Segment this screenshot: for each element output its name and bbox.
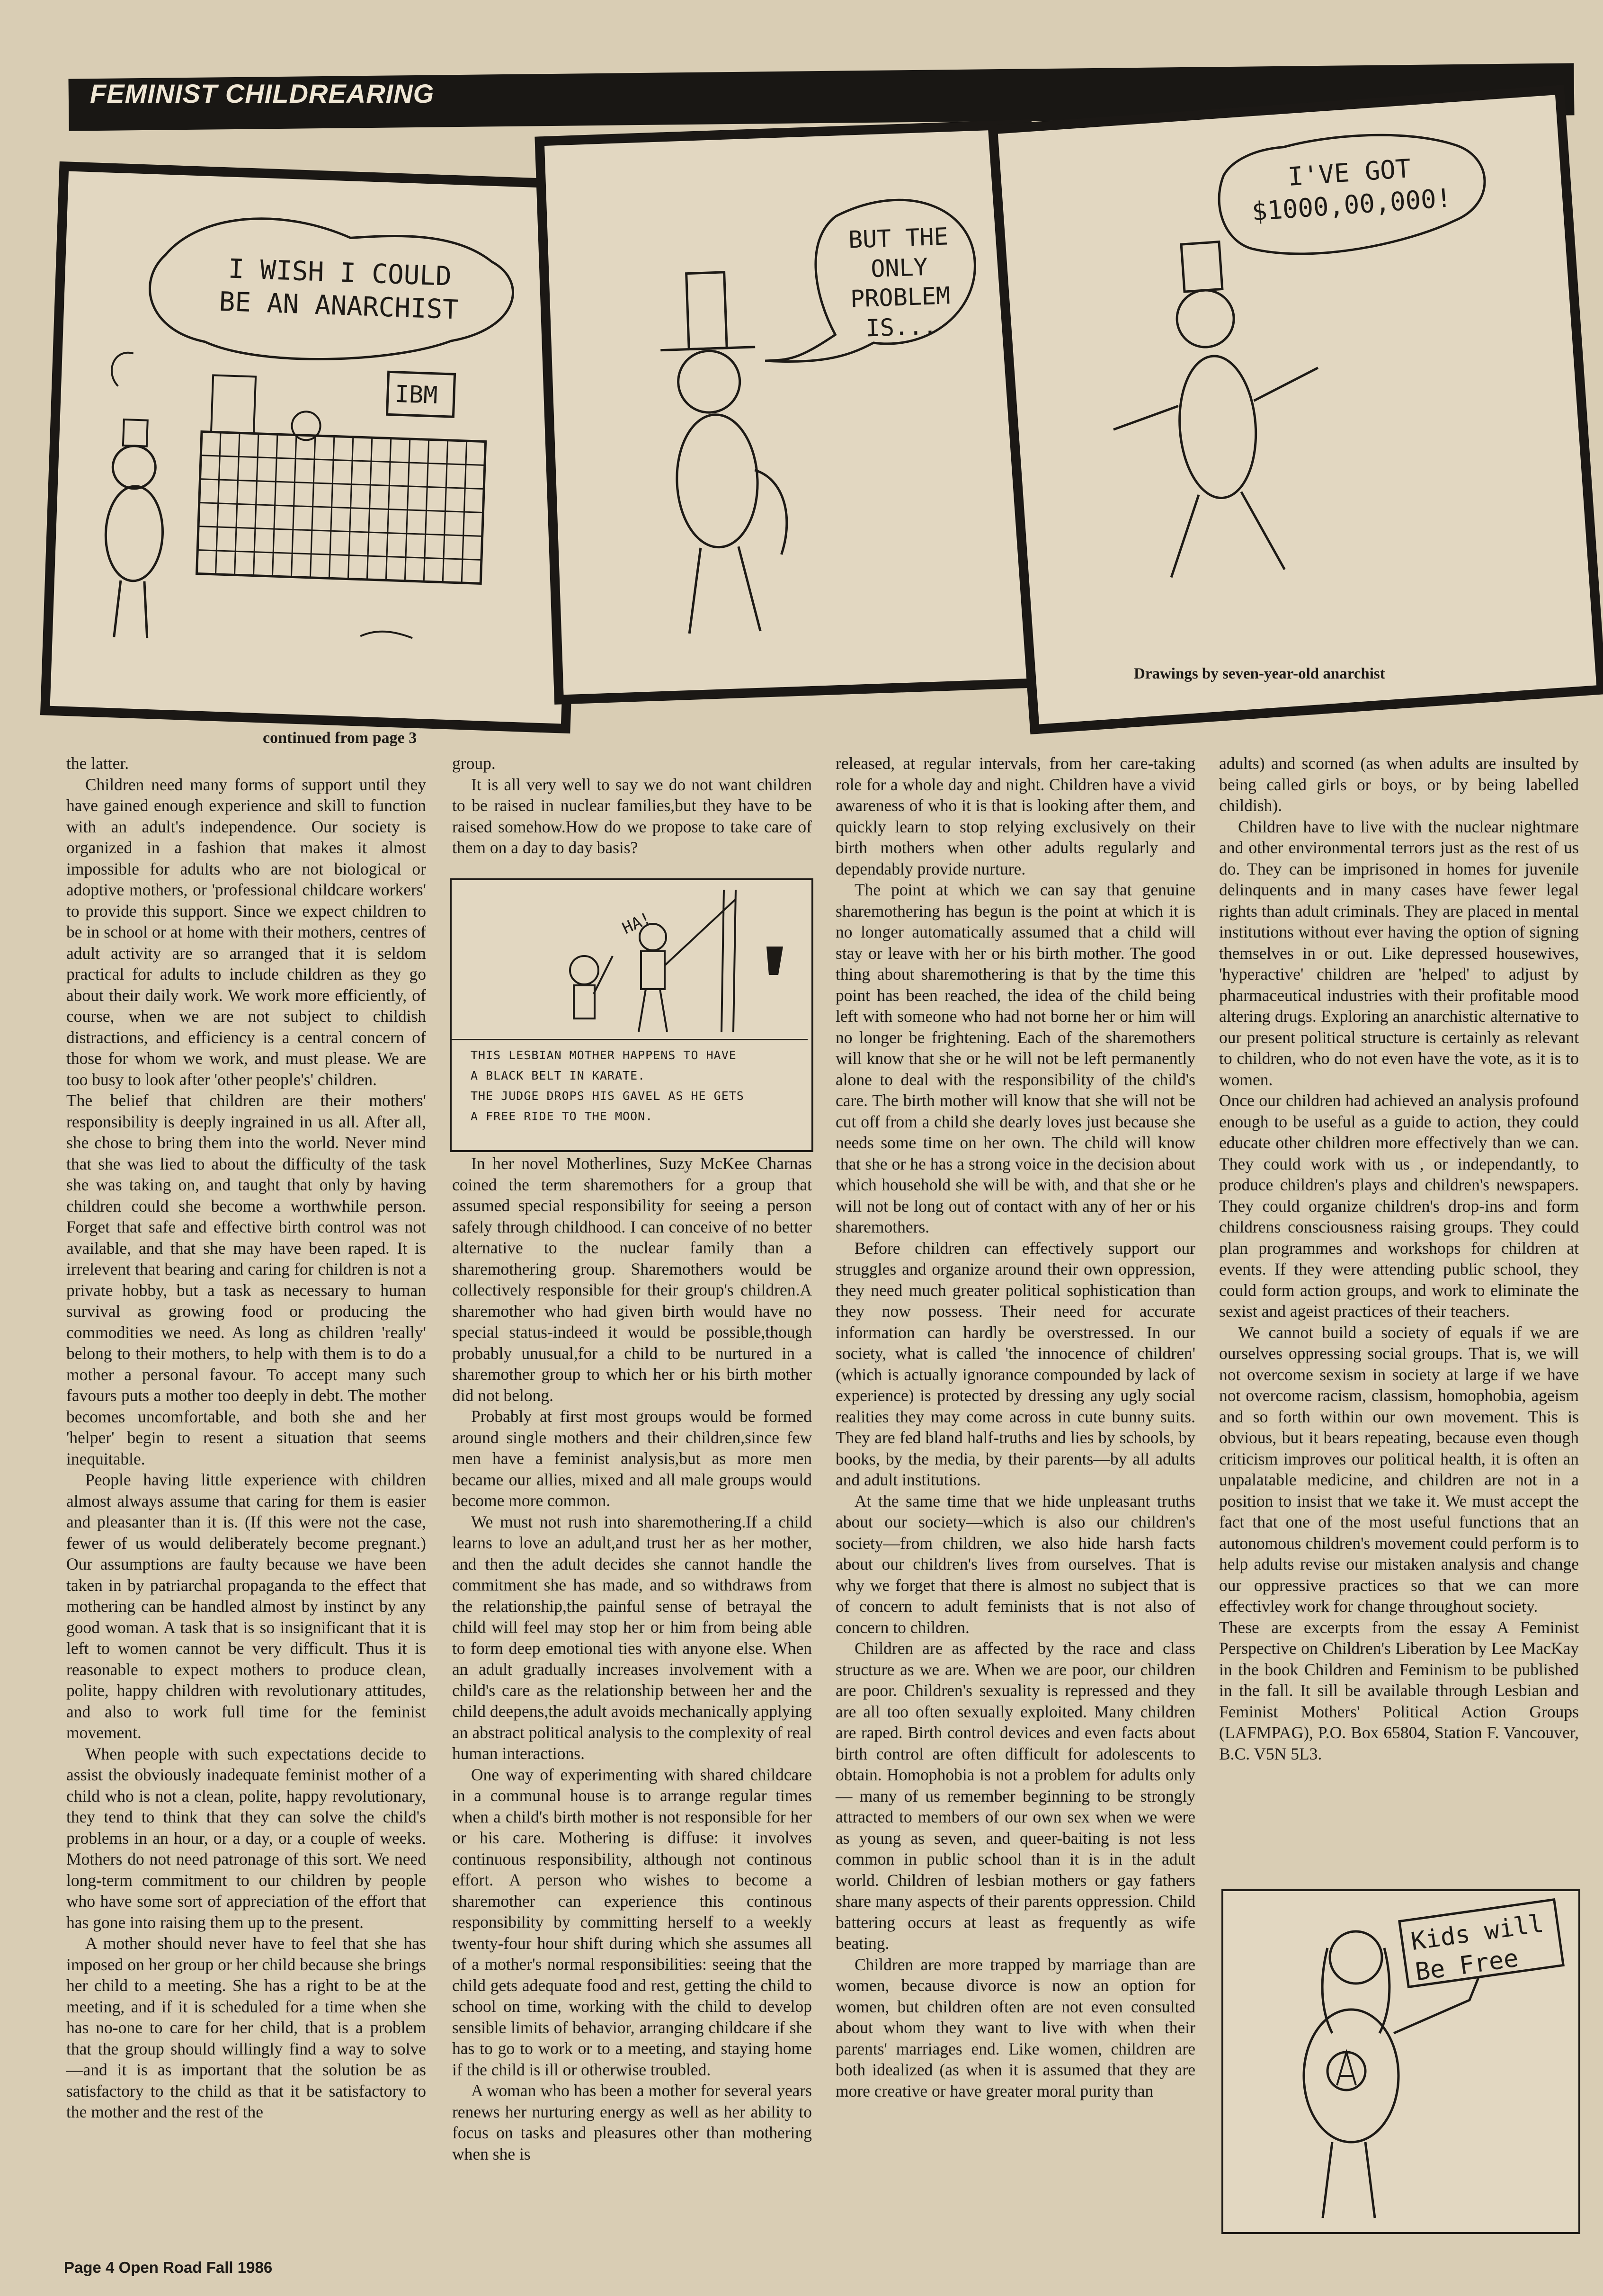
drawing-panel-2 — [534, 119, 1051, 705]
article-column-2 — [452, 753, 812, 858]
karate-cartoon-drawing — [452, 880, 808, 1036]
panel1-ibm-sign: IBM — [394, 380, 438, 409]
col4-para-3: We cannot build a society of equals if we are ourselves oppressing social groups. That is, we will not overcome sexism in society at large if we have not overcome racism, classism, homophobia, ageism and so forth within our own movement. This is obvious, but it bears repeating, because even though criticism improves our political health, it is often an unpalatable medicine, and children are not in a position to insist that we take it. We must accept the fact that one of the most useful functions that an autonomous children's movement could perform is to help adults revise our mistaken analysis and change our oppressive practices so that we can more effectivley work for change throughout society. — [1219, 1322, 1579, 1616]
inset-caption — [471, 1045, 744, 1126]
inset-divider — [452, 1039, 808, 1040]
col3-para-1: The point at which we can say that genuine sharemothering has begun is the point at which it is no longer automatically assumed that a child will stay or leave with her or his birth mother. The good thing about sharemothering is that by the time this point has been reached, the idea of the child being left with someone who had not borne her or him will no longer be frightening. Each of the sharemothers will know that she or he will not be left permanently alone to deal with the responsibility of the child's care. The birth mother will know that she will not be cut off from a child she dearly loves just because she needs some time on her own. The child will know that she or he has a strong voice in the decision about which household she will be with, and that she or he will not be long out of contact with any of her or his sharemothers. — [836, 880, 1195, 1236]
col3-para-5: Children are more trapped by marriage than are women, because divorce is now an option for women, but children often are not even consulted about whom they want to live with when their parents' marriages end. Like women, children are both idealized (as when it is assumed that they are more creative or have greater moral purity than — [836, 1955, 1195, 2100]
inset-caption-line: THE JUDGE DROPS HIS GAVEL AS HE GETS — [471, 1089, 744, 1103]
col2b-para-0: In her novel Motherlines, Suzy McKee Charnas coined the term sharemothers for a group that assumed special responsibility for seeing a person safely through childhood. I can conceive of no better alternative to the nuclear family than a sharemothering group. Sharemothers would be collectively responsible for their group's children.A sharemother who had given birth would have no special status-indeed it would be possible,though probably unusual,for a child to be nurtured in a sharemother group to which her or his birth mother did not belong. — [452, 1154, 812, 1405]
col3-para-2: Before children can effectively support our struggles and organize around their own oppression, they need much greater political sophistication than they now possess. Their need for accurate information can hardly be overstressed. In our society, what is called 'the innocence of children' (which is actually ignorance compounded by lack of experience) is protected by dressing any ugly social realities they may come across in cute bunny suits. They are fed bland half-truths and lies by schools, by books, by the media, by their parents—by all adults and adult institutions. — [836, 1238, 1195, 1489]
col3-para-4: Children are as affected by the race and class structure as we are. When we are poor, our children are poor. Children's sexuality is repressed and they are all too often sexually exploited. Many children are raped. Birth control devices and even facts about birth control are often difficult for adolescents to obtain. Homophobia is not a problem for adults only— many of us remember beginning to be strongly attracted to members of our own sex when we were as young as seven, and queer-baiting is not less common in public school than it is in the adult world. Children of lesbian mothers or gay fathers share many aspects of their parents oppression. Child battering occurs at least as frequently as wife beating. — [836, 1639, 1195, 1953]
drawing-panel-3 — [988, 85, 1603, 734]
drawing-panel-1 — [40, 161, 589, 733]
inset-caption-line: A FREE RIDE TO THE MOON. — [471, 1109, 653, 1123]
panel2-speech-bubble: BUT THE ONLY PROBLEM IS... — [848, 223, 951, 342]
col1-para-3: People having little experience with children almost always assume that caring for them is easier and pleasanter than it is. (If this were not the case, fewer of us would deliberately become pregnant.) Our assumptions are faulty because we have been taken in by patriarchal propaganda to the effect that mothering can be handled almost by instinct by any good woman. A task that is so insignificant that it is left to women cannot be very difficult. Thus it is reasonable to expect mothers to produce clean, polite, happy children with revolutionary attitudes, and also to work full time for the feminist movement. — [66, 1470, 426, 1742]
continued-from-note: continued from page 3 — [263, 729, 417, 747]
col3-para-3: At the same time that we hide unpleasant truths about our society—which is also our children's society—from children, we also hide harsh facts about our children's lives from ourselves. That is why we forget that there is almost no subject that is of concern to adult feminists that is not also of concern to children. — [836, 1491, 1195, 1637]
col2b-para-1: Probably at first most groups would be formed around single mothers and their children,since few men have a feminist analysis,but as more men became our allies, mixed and all male groups would become more common. — [452, 1407, 812, 1510]
col1-para-4: When people with such expectations decide to assist the obviously inadequate feminist mother of a child who is not a clean, polite, happy revolutionary, they tend to think that they can solve the child's problems in an hour, or a day, or a couple of weeks. Mothers do not need patronage of this sort. We need long-term commitment to our children by people who have some sort of appreciation of the effort that has gone into raising them up to the present. — [66, 1744, 426, 1932]
col4-credit-note: These are excerpts from the essay A Feminist Perspective on Children's Liberation by Lee MacKay in the book Children and Feminism to be published in the fall. It sill be available through Lesbian and Feminist Mothers' Political Action Groups (LAFMPAG), P.O. Box 65804, Station F. Vancouver, B.C. V5N 5L3. — [1219, 1617, 1579, 1763]
article-column-3 — [836, 753, 1195, 2101]
col4-para-2: Once our children had achieved an analysis profound enough to be useful as a guide to action, they could educate other children more effectively than we can. They could work with us , or independantly, to produce children's plays and children's newspapers. They could organize children's drop-ins and form childrens consciousness raising groups. They could plan programmes and workshops for children at events. If they were attending public school, they could form action groups, and work to eliminate the sexist and ageist practices of their teachers. — [1219, 1091, 1579, 1321]
karate-cartoon-inset — [450, 878, 813, 1152]
anarchist-drawing-1 — [50, 171, 580, 724]
panel3-speech-bubble: I'VE GOT $1000,00,000! — [1251, 153, 1453, 227]
inset-exclamation: HA! — [619, 908, 654, 938]
col4-para-1: Children have to live with the nuclear nightmare and other environmental terrors just as the rest of us do. They can be imprisoned in homes for juvenile delinquents and in many cases have fewer legal rights than adult criminals. They are placed in mental institutions without ever having the option of signing themselves in or out. Like depressed housewives, 'hyperactive' children are 'helped' to adjust by pharmaceutical industries with their profitable mood altering drugs. Exploring an anarchistic alternative to our present political structure is certainly as relevant to children, who do not even have the vote, as it is to women. — [1219, 817, 1579, 1089]
inset-caption-line: THIS LESBIAN MOTHER HAPPENS TO HAVE — [471, 1048, 737, 1062]
article-column-1 — [66, 753, 426, 2123]
col1-para-1: Children need many forms of support until they have gained enough experience and skill to function with an adult's independence. Our society is organized in a fashion that makes it almost impossible for adults who are not biological or adoptive mothers, or 'professional childcare workers' to provide this support. Since we expect children to be in school or at home with their mothers, centres of adult activity are so arranged that it is seldom practical for adults to include children as they go about their daily work. We work more efficiently, of course, when we are not subject to childish distractions, and efficiency is a central concern of those for whom we work, and must please. We are too busy to look after 'other people's' children. — [66, 775, 426, 1089]
kids-will-be-free-drawing — [1221, 1889, 1580, 2234]
col1-para-5: A mother should never have to feel that she has imposed on her group or her child because she brings her child to a meeting. She has a right to be at the meeting, and if it is scheduled for a time when she has no-one to care for her child, that is a problem that the group should willingly find a way to solve —and it is as important that the solution be as satisfactory to the child as that it be satisfactory to the mother and the rest of the — [66, 1934, 426, 2121]
inset-caption-line: A BLACK BELT IN KARATE. — [471, 1069, 646, 1082]
col1-para-0: the latter. — [66, 754, 129, 773]
col1-para-2: The belief that children are their mothers' responsibility is deeply ingrained in us all. After all, she chose to bring them into the world. Never mind that she was lied to about the difficulty of the task she was taking on, and taught that only by having children could she become a worthwhile person. Forget that safe and effective birth control was not available, and that she may have been raped. It is irrelevent that bearing and caring for children is not a private hobby, but a task as necessary to human survival as growing food or producing the commodities we need. As long as children 'really' belong to their mothers, to help with them is to do a mother a personal favour. To accept many such favours puts a mother too deeply in debt. The mother becomes uncomfortable, and both she and her 'helper' begin to resent a situation that seems inequitable. — [66, 1091, 426, 1468]
col2b-para-2: We must not rush into sharemothering.If a child learns to love an adult,and trust her as her mother, and then the adult decides she cannot handle the commitment she has made, and so withdraws from the relationship,the painful sense of betrayal the child will feel may stop her or him from being able to form deep emotional ties with anyone else. When an adult gradually increases involvement with a child's care as the relationship between her and the child deepens,the adult avoids mechanically applying an abstract political analysis to the complexity of real human interactions. — [452, 1512, 812, 1763]
drawings-credit: Drawings by seven-year-old anarchist — [1134, 665, 1385, 682]
panel1-speech-bubble: I WISH I COULD BE AN ANARCHIST — [218, 253, 459, 326]
article-column-4 — [1219, 753, 1579, 1764]
anarchist-drawing-2 — [544, 129, 1042, 695]
col2a-para-1: It is all very well to say we do not want children to be raised in nuclear families,but they have to be raised somehow.How do we propose to take care of them on a day to day basis? — [452, 775, 812, 857]
col2b-para-3: One way of experimenting with shared childcare in a communal house is to arrange regular times when a child's birth mother is not responsible for her or his care. Mothering is diffuse: it involves continuous responsibility, although not continous effort. A person who wishes to become a sharemother can experience this continous responsibility by committing herself to a weekly twenty-four hour shift during which she assumes all of a mother's normal responsibilities: seeing that the child gets adequate food and rest, getting the child to school on time, working with the child to develop sensible limits of behavior, arranging childcare if she has to go to work or to a meeting, and staying home if the child is ill or otherwise troubled. — [452, 1765, 812, 2079]
col2a-para-0: group. — [452, 754, 496, 773]
col4-para-0: adults) and scorned (as when adults are insulted by being called girls or boys, or by being labelled childish). — [1219, 754, 1579, 815]
col2b-para-4: A woman who has been a mother for several years renews her nurturing energy as well as her ability to focus on tasks and pleasures other than mothering when she is — [452, 2081, 812, 2163]
article-column-2b — [452, 1153, 812, 2164]
section-title: FEMINIST CHILDREARING — [90, 79, 435, 108]
kids-sign-text: Kids will Be Free — [1409, 1909, 1546, 1987]
col3-para-0: released, at regular intervals, from her care-taking role for a whole day and night. Children have a vivid awareness of who it is that is looking after them, and quickly learn to stop relying exclusively on their birth mothers when other adults regularly and dependably provide nurture. — [836, 754, 1195, 878]
page-footer: Page 4 Open Road Fall 1986 — [64, 2259, 273, 2276]
